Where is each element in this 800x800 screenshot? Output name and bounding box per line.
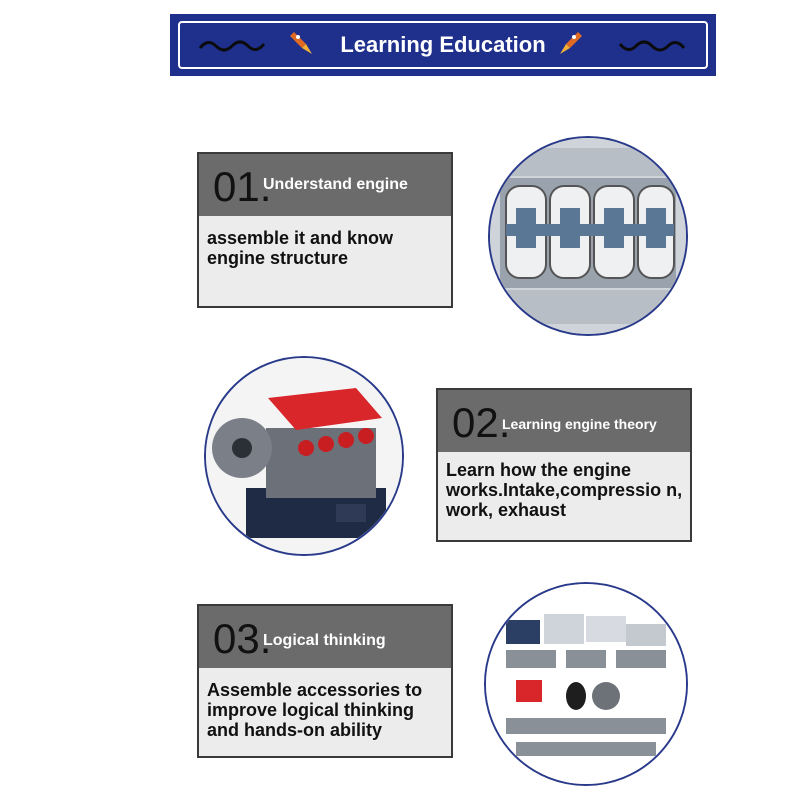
parts-kit-image — [484, 582, 688, 786]
card-number: 01. — [213, 163, 272, 210]
card-heading: Learning engine theory — [502, 416, 657, 432]
card-heading: Logical thinking — [263, 632, 386, 649]
card-header — [199, 154, 451, 216]
card-body: Assemble accessories to improve logical thinking and hands-on ability — [207, 680, 423, 740]
banner-title: Learning Education — [340, 32, 546, 57]
engine-crankshaft-illustration — [490, 138, 686, 334]
card-body: assemble it and know engine structure — [207, 228, 394, 268]
card-header — [199, 606, 451, 668]
card-understand-engine — [197, 152, 453, 308]
card-number: 02. — [452, 399, 511, 446]
card-logical-thinking — [197, 604, 453, 758]
card-heading: Understand engine — [263, 176, 408, 193]
rocket-icon-right — [558, 28, 582, 58]
engine-top-view-image — [488, 136, 688, 336]
card-body: Learn how the engine works.Intake,compressio n, work, exhaust — [446, 460, 683, 520]
v8-engine-image — [204, 356, 404, 556]
wave-ornament-right-icon — [618, 36, 688, 56]
title-banner — [170, 14, 716, 76]
card-number: 03. — [213, 615, 272, 662]
card-header — [438, 390, 690, 452]
card-learning-engine-theory — [436, 388, 692, 542]
parts-kit-illustration — [486, 584, 686, 784]
v8-engine-illustration — [206, 358, 402, 554]
